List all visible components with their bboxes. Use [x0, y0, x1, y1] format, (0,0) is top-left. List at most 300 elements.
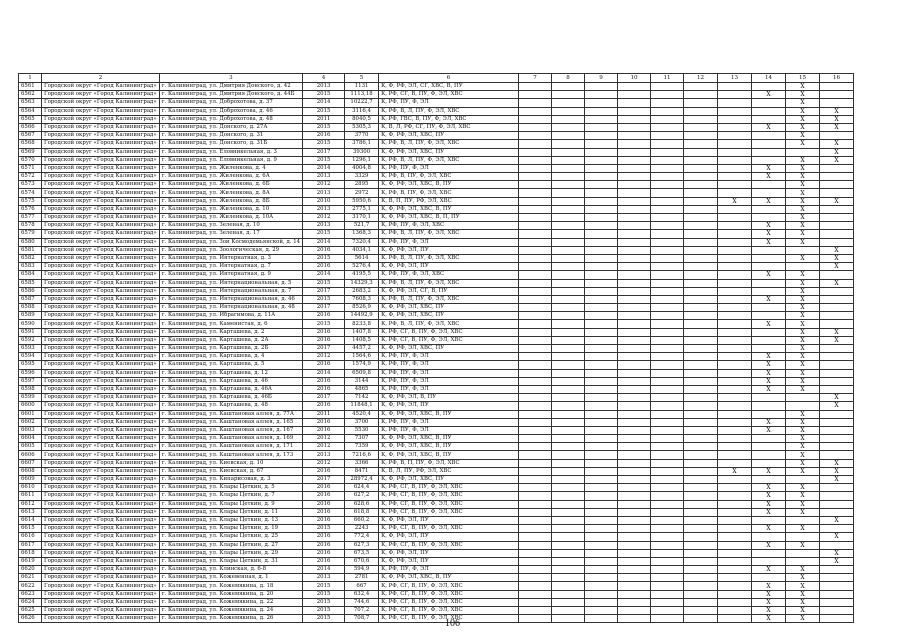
mark-cell-col-11 — [651, 402, 684, 410]
mark-cell-col-11 — [651, 83, 684, 91]
area-cell: 1408,5 — [345, 336, 379, 344]
year-cell: 2016 — [303, 549, 345, 557]
address-cell: г. Калининград, ул. Клары Цеткин, д. 9 — [159, 500, 302, 508]
address-cell: г. Калининград, ул. Кожемякина, д. 22 — [159, 598, 302, 606]
works-cell: К, РФ, ПУ, Ф, ЭЛ — [379, 566, 519, 574]
mark-cell-col-15: X — [786, 123, 820, 131]
column-number-16: 16 — [820, 74, 854, 83]
address-cell: г. Калининград, ул. Карташева, д. 12 — [159, 369, 302, 377]
mark-cell-col-12 — [684, 107, 718, 115]
mark-cell-col-12 — [684, 353, 718, 361]
mark-cell-col-13 — [718, 312, 752, 320]
table-row — [19, 312, 854, 320]
mark-cell-col-9 — [585, 246, 618, 254]
works-cell: К, Ф, РФ, ЭЛ, ХВС, ПУ — [379, 312, 519, 320]
table-row — [19, 107, 854, 115]
mark-cell-col-7 — [519, 566, 552, 574]
mark-cell-col-12 — [684, 369, 718, 377]
works-cell: К, РФ, ПУ, Ф, ЭЛ — [379, 353, 519, 361]
mark-cell-col-10 — [618, 312, 651, 320]
mark-cell-col-15: X — [786, 156, 820, 164]
mark-cell-col-14 — [752, 189, 786, 197]
mark-cell-col-16 — [820, 484, 854, 492]
mark-cell-col-16 — [820, 426, 854, 434]
area-cell: 5530 — [345, 426, 379, 434]
mark-cell-col-8 — [552, 279, 585, 287]
area-cell: 3329 — [345, 173, 379, 181]
mark-cell-col-14: X — [752, 484, 786, 492]
mark-cell-col-9 — [585, 140, 618, 148]
mark-cell-col-8 — [552, 369, 585, 377]
mark-cell-col-8 — [552, 304, 585, 312]
works-cell: К, РФ, В, ПУ, Ф, ЭЛ, ХВС — [379, 173, 519, 181]
row-number-cell: 6588 — [19, 304, 42, 312]
mark-cell-col-8 — [552, 476, 585, 484]
register-table — [18, 73, 854, 623]
mark-cell-col-12 — [684, 83, 718, 91]
column-number-12: 12 — [684, 74, 718, 83]
row-number-cell: 6593 — [19, 345, 42, 353]
mark-cell-col-8 — [552, 345, 585, 353]
mark-cell-col-12 — [684, 607, 718, 615]
area-cell: 3700 — [345, 418, 379, 426]
mark-cell-col-12 — [684, 205, 718, 213]
mark-cell-col-16: X — [820, 263, 854, 271]
mark-cell-col-8 — [552, 156, 585, 164]
works-cell: К, РФ, ПУ, Ф, ЭЛ, ХВС — [379, 222, 519, 230]
mark-cell-col-11 — [651, 582, 684, 590]
municipality-cell: Городской округ «Город Калининград» — [42, 566, 160, 574]
area-cell: 8233,8 — [345, 320, 379, 328]
address-cell: г. Калининград, ул. Зеленая, д. 10 — [159, 222, 302, 230]
column-number-8: 8 — [552, 74, 585, 83]
mark-cell-col-9 — [585, 443, 618, 451]
mark-cell-col-13 — [718, 484, 752, 492]
year-cell: 2016 — [303, 516, 345, 524]
mark-cell-col-7 — [519, 123, 552, 131]
area-cell: 1564,6 — [345, 353, 379, 361]
mark-cell-col-8 — [552, 426, 585, 434]
municipality-cell: Городской округ «Город Калининград» — [42, 410, 160, 418]
municipality-cell: Городской округ «Город Калининград» — [42, 99, 160, 107]
address-cell: г. Калининград, ул. Клары Цеткин, д. 11 — [159, 508, 302, 516]
mark-cell-col-10 — [618, 394, 651, 402]
mark-cell-col-7 — [519, 295, 552, 303]
mark-cell-col-14 — [752, 107, 786, 115]
mark-cell-col-7 — [519, 574, 552, 582]
mark-cell-col-10 — [618, 598, 651, 606]
mark-cell-col-13 — [718, 525, 752, 533]
row-number-cell: 6610 — [19, 484, 42, 492]
mark-cell-col-11 — [651, 173, 684, 181]
area-cell: 4520,4 — [345, 410, 379, 418]
column-number-1: 1 — [19, 74, 42, 83]
mark-cell-col-10 — [618, 557, 651, 565]
mark-cell-col-7 — [519, 500, 552, 508]
municipality-cell: Городской округ «Город Калининград» — [42, 254, 160, 262]
address-cell: г. Калининград, ул. Карташева, д. 46А — [159, 385, 302, 393]
mark-cell-col-8 — [552, 557, 585, 565]
mark-cell-col-13 — [718, 263, 752, 271]
mark-cell-col-16 — [820, 353, 854, 361]
year-cell: 2014 — [303, 271, 345, 279]
mark-cell-col-15: X — [786, 345, 820, 353]
mark-cell-col-8 — [552, 336, 585, 344]
mark-cell-col-13 — [718, 238, 752, 246]
mark-cell-col-7 — [519, 459, 552, 467]
mark-cell-col-15: X — [786, 140, 820, 148]
mark-cell-col-13 — [718, 156, 752, 164]
mark-cell-col-14 — [752, 312, 786, 320]
mark-cell-col-14 — [752, 336, 786, 344]
works-cell: К, Ф, РФ, ЭЛ, ПУ — [379, 402, 519, 410]
mark-cell-col-10 — [618, 140, 651, 148]
mark-cell-col-8 — [552, 377, 585, 385]
mark-cell-col-16 — [820, 99, 854, 107]
mark-cell-col-12 — [684, 91, 718, 99]
municipality-cell: Городской округ «Город Калининград» — [42, 549, 160, 557]
row-number-cell: 6608 — [19, 467, 42, 475]
mark-cell-col-12 — [684, 557, 718, 565]
mark-cell-col-7 — [519, 508, 552, 516]
mark-cell-col-15 — [786, 476, 820, 484]
municipality-cell: Городской округ «Город Калининград» — [42, 426, 160, 434]
mark-cell-col-11 — [651, 541, 684, 549]
mark-cell-col-14: X — [752, 295, 786, 303]
mark-cell-col-16 — [820, 418, 854, 426]
mark-cell-col-11 — [651, 492, 684, 500]
mark-cell-col-9 — [585, 533, 618, 541]
table-row — [19, 83, 854, 91]
mark-cell-col-7 — [519, 533, 552, 541]
mark-cell-col-12 — [684, 140, 718, 148]
mark-cell-col-8 — [552, 132, 585, 140]
year-cell: 2016 — [303, 500, 345, 508]
mark-cell-col-13 — [718, 377, 752, 385]
works-cell: К, РФ, ПУ, Ф, ЭЛ — [379, 377, 519, 385]
mark-cell-col-15: X — [786, 607, 820, 615]
mark-cell-col-14: X — [752, 271, 786, 279]
mark-cell-col-15: X — [786, 189, 820, 197]
mark-cell-col-9 — [585, 115, 618, 123]
mark-cell-col-16 — [820, 435, 854, 443]
mark-cell-col-16 — [820, 230, 854, 238]
mark-cell-col-11 — [651, 156, 684, 164]
mark-cell-col-7 — [519, 385, 552, 393]
mark-cell-col-9 — [585, 566, 618, 574]
mark-cell-col-7 — [519, 197, 552, 205]
area-cell: 6509,8 — [345, 369, 379, 377]
year-cell: 2011 — [303, 410, 345, 418]
mark-cell-col-7 — [519, 476, 552, 484]
table-row — [19, 214, 854, 222]
year-cell: 2017 — [303, 476, 345, 484]
mark-cell-col-15: X — [786, 508, 820, 516]
works-cell: К, Ф, РФ, ЭЛ, ХВС, В, ПУ — [379, 435, 519, 443]
mark-cell-col-8 — [552, 254, 585, 262]
address-cell: г. Калининград, ул. Дмитрия Донского, д. 44Б — [159, 91, 302, 99]
address-cell: г. Калининград, ул. Жиленкова, д. 6Б — [159, 181, 302, 189]
mark-cell-col-13 — [718, 361, 752, 369]
row-number-cell: 6586 — [19, 287, 42, 295]
year-cell: 2016 — [303, 312, 345, 320]
municipality-cell: Городской округ «Город Калининград» — [42, 508, 160, 516]
mark-cell-col-11 — [651, 197, 684, 205]
column-number-14: 14 — [752, 74, 786, 83]
mark-cell-col-10 — [618, 271, 651, 279]
mark-cell-col-15: X — [786, 369, 820, 377]
year-cell: 2015 — [303, 590, 345, 598]
mark-cell-col-16 — [820, 320, 854, 328]
row-number-cell: 6570 — [19, 156, 42, 164]
mark-cell-col-15 — [786, 148, 820, 156]
address-cell: г. Калининград, ул. Зеленая, д. 17 — [159, 230, 302, 238]
mark-cell-col-12 — [684, 500, 718, 508]
mark-cell-col-8 — [552, 525, 585, 533]
table-row — [19, 549, 854, 557]
mark-cell-col-13 — [718, 394, 752, 402]
year-cell: 2012 — [303, 353, 345, 361]
mark-cell-col-12 — [684, 312, 718, 320]
mark-cell-col-10 — [618, 156, 651, 164]
year-cell: 2015 — [303, 525, 345, 533]
mark-cell-col-16 — [820, 304, 854, 312]
mark-cell-col-10 — [618, 607, 651, 615]
mark-cell-col-15: X — [786, 287, 820, 295]
mark-cell-col-7 — [519, 214, 552, 222]
address-cell: г. Калининград, ул. Зоологическая, д. 29 — [159, 246, 302, 254]
mark-cell-col-8 — [552, 287, 585, 295]
mark-cell-col-10 — [618, 426, 651, 434]
mark-cell-col-16: X — [820, 107, 854, 115]
year-cell: 2017 — [303, 304, 345, 312]
table-row — [19, 254, 854, 262]
municipality-cell: Городской округ «Город Калининград» — [42, 353, 160, 361]
row-number-cell: 6564 — [19, 107, 42, 115]
year-cell: 2014 — [303, 238, 345, 246]
area-cell: 5305,3 — [345, 123, 379, 131]
table-row — [19, 99, 854, 107]
mark-cell-col-9 — [585, 295, 618, 303]
area-cell: 521,7 — [345, 222, 379, 230]
works-cell: К, РФ, СГ, В, ПУ, Ф, ЭЛ, ХВС — [379, 615, 519, 623]
mark-cell-col-7 — [519, 140, 552, 148]
mark-cell-col-14: X — [752, 492, 786, 500]
row-number-cell: 6577 — [19, 214, 42, 222]
mark-cell-col-16: X — [820, 394, 854, 402]
municipality-cell: Городской округ «Город Калининград» — [42, 140, 160, 148]
works-cell: К, РФ, ПУ, Ф, ЭЛ — [379, 361, 519, 369]
mark-cell-col-14 — [752, 533, 786, 541]
mark-cell-col-16: X — [820, 459, 854, 467]
mark-cell-col-15: X — [786, 328, 820, 336]
table-row — [19, 394, 854, 402]
municipality-cell: Городской округ «Город Калининград» — [42, 467, 160, 475]
mark-cell-col-11 — [651, 140, 684, 148]
works-cell: К, РФ, ПУ, Ф, ЭЛ — [379, 426, 519, 434]
area-cell: 5276,4 — [345, 263, 379, 271]
year-cell: 2015 — [303, 279, 345, 287]
mark-cell-col-15: X — [786, 336, 820, 344]
address-cell: г. Калининград, ул. Жиленкова, д. 4 — [159, 164, 302, 172]
mark-cell-col-12 — [684, 197, 718, 205]
address-cell: г. Калининград, ул. Каштановая аллея, д. 77А — [159, 410, 302, 418]
column-number-15: 15 — [786, 74, 820, 83]
mark-cell-col-7 — [519, 279, 552, 287]
mark-cell-col-9 — [585, 598, 618, 606]
mark-cell-col-7 — [519, 345, 552, 353]
mark-cell-col-12 — [684, 516, 718, 524]
municipality-cell: Городской округ «Город Калининград» — [42, 394, 160, 402]
table-row — [19, 574, 854, 582]
area-cell: 7307 — [345, 435, 379, 443]
mark-cell-col-11 — [651, 312, 684, 320]
mark-cell-col-11 — [651, 459, 684, 467]
mark-cell-col-7 — [519, 107, 552, 115]
mark-cell-col-11 — [651, 508, 684, 516]
works-cell: К, В, Л, РФ, СГ, ПУ, Ф, ЭЛ, ХВС — [379, 123, 519, 131]
address-cell: г. Калининград, ул. Каштановая аллея, д. 173 — [159, 451, 302, 459]
year-cell: 2016 — [303, 246, 345, 254]
year-cell: 2014 — [303, 566, 345, 574]
municipality-cell: Городской округ «Город Калининград» — [42, 304, 160, 312]
mark-cell-col-8 — [552, 361, 585, 369]
municipality-cell: Городской округ «Город Калининград» — [42, 148, 160, 156]
mark-cell-col-9 — [585, 173, 618, 181]
mark-cell-col-13 — [718, 541, 752, 549]
address-cell: г. Калининград, ул. Карташева, д. 5 — [159, 361, 302, 369]
mark-cell-col-13 — [718, 369, 752, 377]
mark-cell-col-15: X — [786, 353, 820, 361]
mark-cell-col-14: X — [752, 123, 786, 131]
mark-cell-col-16 — [820, 238, 854, 246]
table-row — [19, 557, 854, 565]
area-cell: 627,2 — [345, 492, 379, 500]
mark-cell-col-12 — [684, 345, 718, 353]
municipality-cell: Городской округ «Город Калининград» — [42, 484, 160, 492]
row-number-cell: 6614 — [19, 516, 42, 524]
table-row — [19, 467, 854, 475]
works-cell: К, РФ, СГ, В, ПУ, Ф, ЭЛ, ХВС — [379, 484, 519, 492]
mark-cell-col-14: X — [752, 353, 786, 361]
mark-cell-col-7 — [519, 263, 552, 271]
year-cell: 2015 — [303, 254, 345, 262]
mark-cell-col-14: X — [752, 500, 786, 508]
mark-cell-col-12 — [684, 598, 718, 606]
year-cell: 2015 — [303, 582, 345, 590]
works-cell: К, РФ, СГ, В, ПУ, Ф, ЭЛ, ХВС — [379, 582, 519, 590]
address-cell: г. Калининград, ул. Интернациональная, д. 46 — [159, 295, 302, 303]
works-cell: К, РФ, СГ, В, ПУ, Ф, ЭЛ, ХВС — [379, 328, 519, 336]
area-cell: 670,6 — [345, 557, 379, 565]
mark-cell-col-11 — [651, 418, 684, 426]
mark-cell-col-7 — [519, 443, 552, 451]
mark-cell-col-14 — [752, 214, 786, 222]
municipality-cell: Городской округ «Город Калининград» — [42, 574, 160, 582]
year-cell: 2015 — [303, 123, 345, 131]
municipality-cell: Городской округ «Город Калининград» — [42, 156, 160, 164]
mark-cell-col-9 — [585, 467, 618, 475]
mark-cell-col-16 — [820, 287, 854, 295]
row-number-cell: 6585 — [19, 279, 42, 287]
mark-cell-col-8 — [552, 271, 585, 279]
mark-cell-col-9 — [585, 214, 618, 222]
municipality-cell: Городской округ «Город Калининград» — [42, 287, 160, 295]
address-cell: г. Калининград, ул. Кожемякина, д. 24 — [159, 607, 302, 615]
mark-cell-col-7 — [519, 181, 552, 189]
works-cell: К, Ф, РФ, ЭЛ, В, ПУ — [379, 394, 519, 402]
municipality-cell: Городской округ «Город Калининград» — [42, 451, 160, 459]
mark-cell-col-16 — [820, 582, 854, 590]
mark-cell-col-10 — [618, 263, 651, 271]
works-cell: К, Ф, РФ, ЭЛ, ХВС, В, ПУ — [379, 451, 519, 459]
mark-cell-col-15 — [786, 263, 820, 271]
year-cell: 2013 — [303, 173, 345, 181]
area-cell: 39300 — [345, 148, 379, 156]
mark-cell-col-8 — [552, 598, 585, 606]
mark-cell-col-9 — [585, 132, 618, 140]
table-row — [19, 230, 854, 238]
mark-cell-col-11 — [651, 353, 684, 361]
works-cell: К, Ф, РФ, ЭЛ, ХВС, ПУ — [379, 345, 519, 353]
works-cell: К, РФ, В, Л, ПУ, Ф, ЭЛ, ХВС — [379, 156, 519, 164]
area-cell: 1407,8 — [345, 328, 379, 336]
mark-cell-col-15 — [786, 549, 820, 557]
mark-cell-col-11 — [651, 557, 684, 565]
table-row — [19, 492, 854, 500]
municipality-cell: Городской округ «Город Калининград» — [42, 132, 160, 140]
mark-cell-col-12 — [684, 410, 718, 418]
address-cell: г. Калининград, ул. Киевская, д. 67 — [159, 467, 302, 475]
area-cell: 10222,7 — [345, 99, 379, 107]
area-cell: 7216,6 — [345, 451, 379, 459]
mark-cell-col-10 — [618, 304, 651, 312]
mark-cell-col-8 — [552, 99, 585, 107]
municipality-cell: Городской округ «Город Калининград» — [42, 533, 160, 541]
mark-cell-col-16 — [820, 385, 854, 393]
mark-cell-col-9 — [585, 385, 618, 393]
mark-cell-col-9 — [585, 238, 618, 246]
mark-cell-col-11 — [651, 525, 684, 533]
year-cell: 2015 — [303, 107, 345, 115]
mark-cell-col-13 — [718, 492, 752, 500]
table-row — [19, 541, 854, 549]
mark-cell-col-14: X — [752, 426, 786, 434]
area-cell: 3144 — [345, 377, 379, 385]
mark-cell-col-13 — [718, 549, 752, 557]
works-cell: К, Ф, РФ, ЭЛ, ХВС, В, ПУ — [379, 181, 519, 189]
mark-cell-col-12 — [684, 320, 718, 328]
mark-cell-col-15: X — [786, 181, 820, 189]
area-cell: 2895 — [345, 181, 379, 189]
mark-cell-col-9 — [585, 508, 618, 516]
mark-cell-col-16: X — [820, 115, 854, 123]
mark-cell-col-10 — [618, 214, 651, 222]
works-cell: К, РФ, В, Л, ПУ, Ф, ЭЛ, ХВС — [379, 230, 519, 238]
mark-cell-col-11 — [651, 533, 684, 541]
works-cell: К, РФ, В, Л, ПУ, Ф, ЭЛ, ХВС — [379, 279, 519, 287]
row-number-cell: 6601 — [19, 410, 42, 418]
address-cell: г. Калининград, ул. Каштановая аллея, д. 169 — [159, 435, 302, 443]
mark-cell-col-15: X — [786, 99, 820, 107]
mark-cell-col-10 — [618, 320, 651, 328]
mark-cell-col-16: X — [820, 197, 854, 205]
mark-cell-col-8 — [552, 435, 585, 443]
mark-cell-col-15: X — [786, 451, 820, 459]
mark-cell-col-14: X — [752, 164, 786, 172]
works-cell: К, РФ, СГ, В, ПУ, Ф, ЭЛ, ХВС — [379, 91, 519, 99]
mark-cell-col-16: X — [820, 328, 854, 336]
